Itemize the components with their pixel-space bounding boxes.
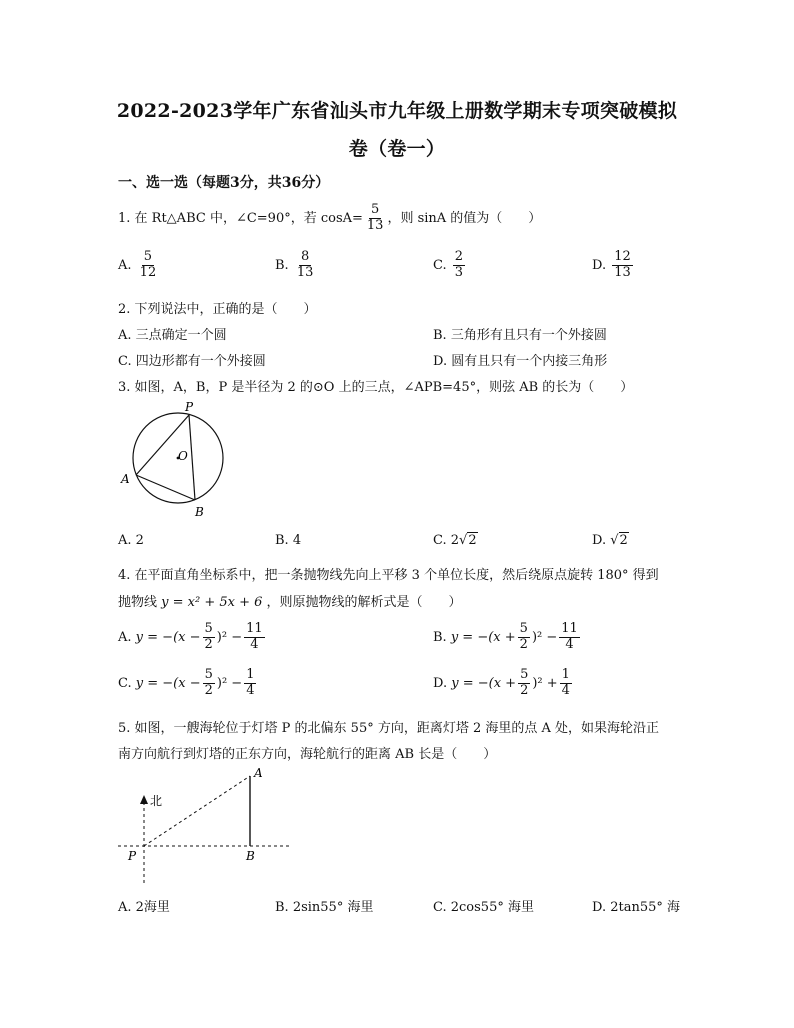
question-1-option-c[interactable] [433, 250, 467, 281]
expr-part: y = −(x − [135, 629, 201, 645]
option-label: B. [433, 629, 447, 645]
parabola-expression: y = x² + 5x + 6 [161, 595, 263, 610]
label-p: P [185, 400, 194, 414]
fraction-numerator: 5 [143, 249, 153, 264]
question-3-option-c[interactable] [433, 533, 478, 548]
question-5-line1: 5. 如图，一艘海轮位于灯塔 P 的北偏东 55° 方向，距离灯塔 2 海里的点 A 处，如果海轮沿正 [118, 721, 660, 736]
option-coefficient: 2 [450, 533, 460, 548]
option-label: D. [592, 533, 607, 548]
question-4-line2 [118, 591, 462, 610]
sqrt-symbol: √2 [459, 533, 477, 548]
question-5-option-c[interactable]: C. 2cos55° 海里 [433, 900, 534, 915]
expr-part: y = −(x − [135, 675, 201, 691]
expr-part: )² − [216, 675, 243, 691]
question-4-line1: 4. 在平面直角坐标系中，把一条抛物线先向上平移 3 个单位长度，然后绕原点旋转 180° 得到 [118, 568, 659, 583]
question-4-option-b[interactable] [433, 622, 582, 653]
expr-part: y = −(x + [451, 675, 517, 691]
question-3-option-b[interactable] [275, 533, 301, 548]
fraction-numerator: 8 [300, 249, 310, 264]
fraction-denominator: 4 [246, 682, 255, 698]
option-label: B. [275, 257, 289, 273]
option-label: C. [118, 675, 132, 691]
fraction-numerator: 11 [561, 621, 578, 636]
fraction-denominator: 13 [296, 264, 314, 280]
chord-pb [189, 415, 195, 500]
question-1-option-a[interactable] [118, 250, 160, 281]
option-label: D. [433, 675, 448, 691]
fraction-denominator: 4 [565, 636, 574, 652]
option-label: C. [433, 257, 447, 273]
question-2-stem: 2. 下列说法中，正确的是（ ） [118, 302, 317, 317]
label-north: 北 [150, 794, 163, 808]
option-label: A. [118, 629, 132, 645]
question-4-option-a[interactable] [118, 622, 267, 653]
option-fraction [560, 668, 572, 699]
fraction-denominator: 13 [366, 217, 384, 233]
fraction-denominator: 2 [204, 682, 213, 698]
option-fraction [244, 622, 265, 653]
fraction-denominator: 13 [614, 264, 631, 280]
question-3-option-d[interactable] [592, 533, 629, 548]
question-5-option-a[interactable]: A. 2海里 [118, 900, 170, 915]
label-o: O [178, 449, 188, 463]
option-fraction [453, 250, 465, 281]
question-2-option-b[interactable] [433, 324, 607, 343]
question-4-text-a: 抛物线 [118, 595, 158, 610]
question-1-text-b: ，则 sinA 的值为（ ） [387, 210, 542, 226]
question-4-text-b: ，则原抛物线的解析式是（ ） [266, 595, 462, 610]
option-fraction [138, 250, 159, 281]
label-b: B [246, 849, 255, 863]
option-fraction [203, 622, 215, 653]
radicand: 2 [468, 533, 477, 548]
north-arrow-icon [140, 795, 148, 804]
question-1-option-d[interactable] [592, 250, 635, 281]
label-p: P [128, 849, 137, 863]
question-4-option-d[interactable] [433, 668, 574, 699]
question-3-stem: 3. 如图，A，B，P 是半径为 2 的⊙O 上的三点，∠APB=45°，则弦 AB 的长为（ ） [118, 380, 634, 395]
option-label: A. [118, 257, 132, 273]
sqrt-symbol: √2 [610, 533, 628, 548]
question-5-bearing-figure [110, 762, 310, 890]
label-b: B [195, 505, 204, 519]
option-label: A. [118, 328, 132, 343]
expr-part: )² − [216, 629, 243, 645]
label-a: A [254, 766, 263, 780]
question-1-stem [118, 203, 541, 234]
option-fraction [295, 250, 316, 281]
option-label: C. [118, 354, 132, 369]
fraction-numerator: 5 [204, 667, 213, 682]
fraction-denominator: 4 [561, 682, 570, 698]
question-3-circle-figure [115, 398, 245, 522]
line-pa [144, 776, 250, 846]
fraction-denominator: 2 [204, 636, 213, 652]
question-5-line2: 南方向航行到灯塔的正东方向，海轮航行的距离 AB 长是（ ） [118, 747, 497, 762]
option-label: D. [592, 257, 607, 273]
option-text: 三角形有且只有一个外接圆 [450, 328, 607, 343]
fraction-numerator: 1 [246, 667, 255, 682]
question-3-option-a[interactable] [118, 533, 144, 548]
expr-part: )² − [531, 629, 558, 645]
option-fraction [518, 622, 530, 653]
option-fraction [244, 668, 256, 699]
fraction-denominator: 12 [139, 264, 157, 280]
question-5-option-d[interactable]: D. 2tan55° 海 [592, 900, 681, 915]
expr-part: )² + [532, 675, 558, 691]
exam-title-line1: 2022-2023学年广东省汕头市九年级上册数学期末专项突破模拟 [116, 100, 678, 122]
section-heading: 一、选一选（每题3分，共36分） [118, 175, 330, 191]
option-fraction [612, 250, 633, 281]
fraction-denominator: 3 [454, 264, 464, 280]
label-a: A [121, 472, 130, 486]
option-text: 三点确定一个圆 [135, 328, 227, 343]
option-fraction [518, 668, 530, 699]
fraction-numerator: 5 [204, 621, 213, 636]
chord-ab [136, 475, 195, 500]
option-label: B. [275, 533, 289, 548]
fraction-numerator: 5 [371, 202, 380, 217]
chord-pa [136, 415, 189, 475]
option-fraction [203, 668, 215, 699]
option-text: 2 [135, 533, 144, 548]
question-1-option-b[interactable] [275, 250, 317, 281]
question-4-option-c[interactable] [118, 668, 258, 699]
question-2-option-c[interactable] [118, 350, 266, 369]
fraction-numerator: 12 [614, 249, 631, 264]
option-label: A. [118, 533, 132, 548]
fraction-numerator: 1 [561, 667, 570, 682]
question-1-fraction [365, 203, 386, 234]
fraction-numerator: 5 [519, 621, 528, 636]
option-text: 四边形都有一个外接圆 [135, 354, 266, 369]
fraction-numerator: 11 [246, 621, 263, 636]
option-label: B. [433, 328, 447, 343]
radicand: 2 [619, 533, 628, 548]
fraction-numerator: 2 [454, 249, 464, 264]
fraction-denominator: 4 [250, 636, 259, 652]
question-2-option-a[interactable] [118, 324, 227, 343]
option-text: 4 [292, 533, 302, 548]
question-5-option-b[interactable]: B. 2sin55° 海里 [275, 900, 374, 915]
option-label: D. [433, 354, 448, 369]
option-label: C. [433, 533, 447, 548]
expr-part: y = −(x + [450, 629, 516, 645]
fraction-denominator: 2 [520, 682, 529, 698]
question-1-text-a: 1. 在 Rt△ABC 中，∠C=90°，若 cosA= [118, 210, 363, 226]
exam-title-line2: 卷（卷一） [348, 138, 446, 160]
option-text: 圆有且只有一个内接三角形 [451, 354, 608, 369]
fraction-numerator: 5 [520, 667, 529, 682]
option-fraction [559, 622, 580, 653]
fraction-denominator: 2 [519, 636, 528, 652]
question-2-option-d[interactable] [433, 350, 607, 369]
